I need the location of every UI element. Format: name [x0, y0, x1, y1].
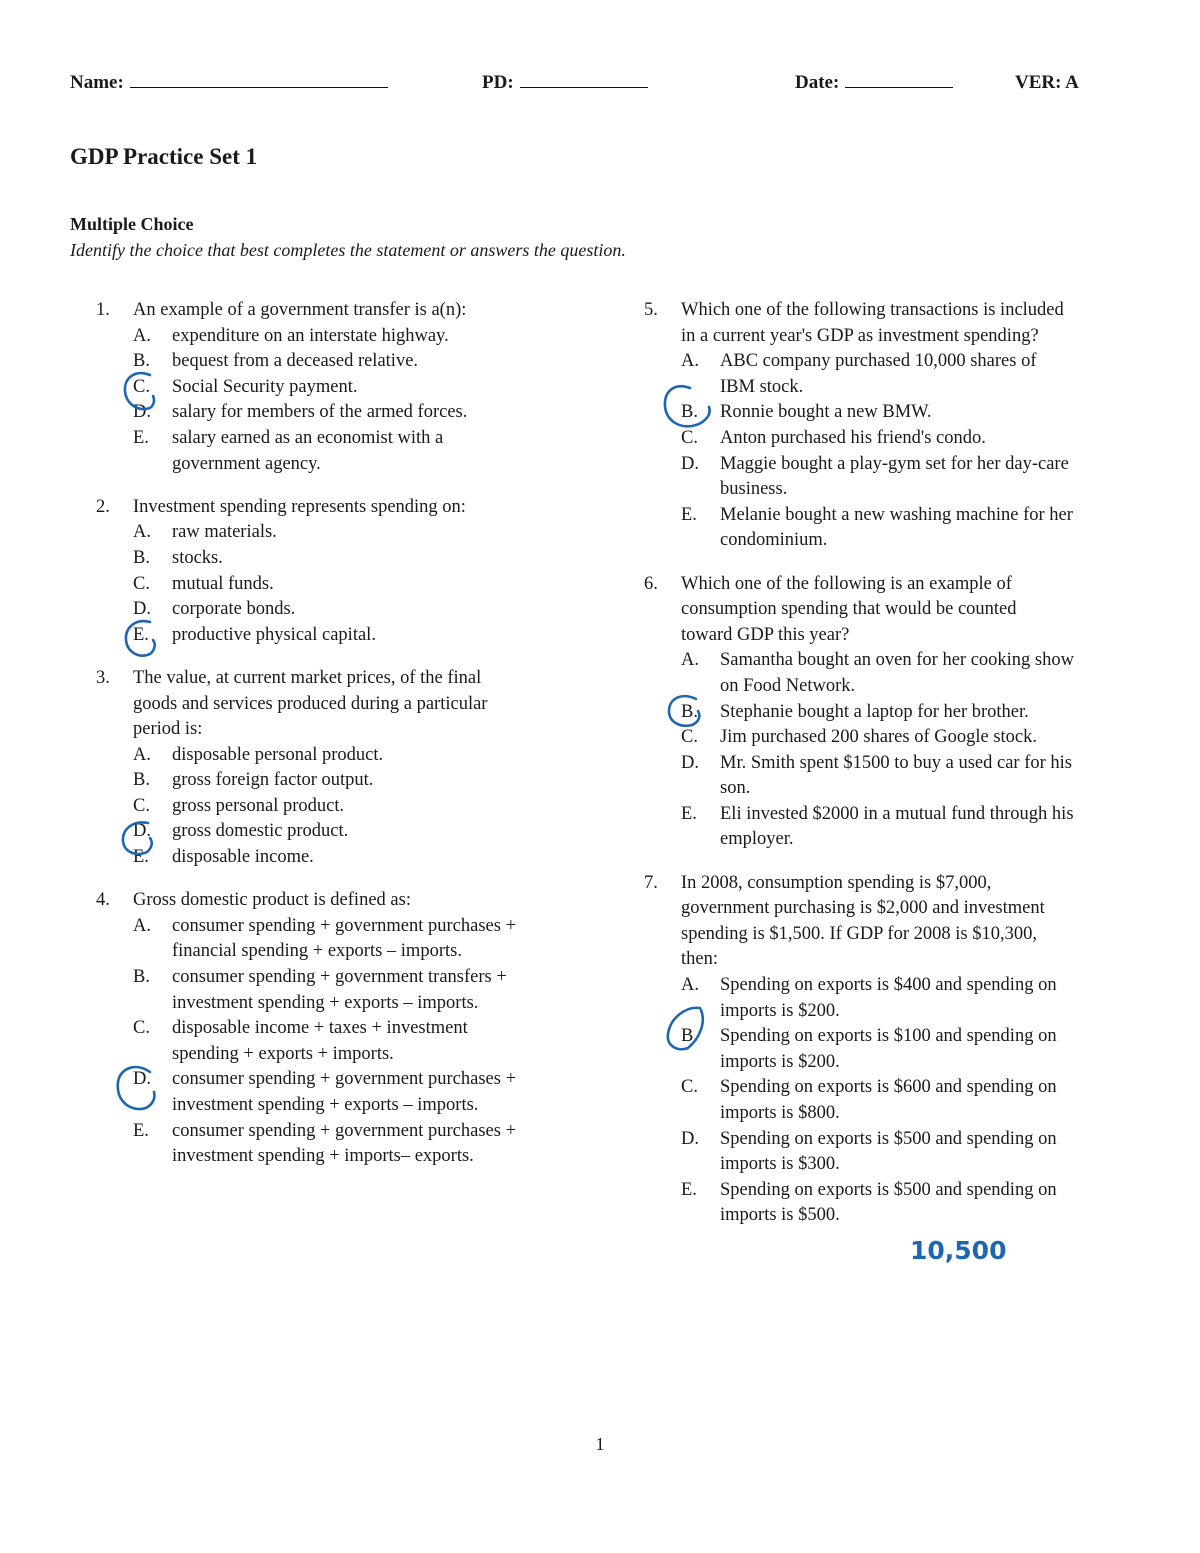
answer-option-line [96, 1016, 596, 1042]
option-letter: D. [133, 821, 151, 842]
option-text: spending + exports + imports. [172, 1043, 394, 1064]
answer-option-line [644, 751, 1164, 777]
question-stem-line [96, 888, 596, 914]
answer-option-line [96, 426, 596, 452]
option-letter: B. [681, 402, 698, 423]
option-letter: C. [681, 427, 698, 448]
answer-option-line [96, 965, 596, 991]
option-text: raw materials. [172, 522, 277, 543]
answer-option-line [96, 845, 596, 871]
option-letter: D. [133, 1069, 151, 1090]
page-number: 1 [595, 1434, 605, 1454]
page-title: GDP Practice Set 1 [70, 144, 258, 169]
section-instructions: Identify the choice that best completes the statement or answers the question. [70, 240, 626, 260]
answer-option-line [96, 768, 596, 794]
answer-option-line [644, 1178, 1164, 1204]
answer-option-line [644, 725, 1164, 751]
question-stem-line [96, 495, 596, 521]
option-text: Social Security payment. [172, 376, 358, 397]
question-text: Which one of the following is an example of [681, 573, 1012, 594]
answer-option-line [644, 528, 1164, 554]
option-text: consumer spending + government transfers + [172, 967, 507, 988]
option-text: corporate bonds. [172, 599, 296, 620]
option-text: IBM stock. [720, 376, 804, 397]
section-title: Multiple Choice [70, 214, 194, 234]
answer-option-line [644, 1127, 1164, 1153]
name-field [70, 72, 388, 94]
option-letter: E. [681, 504, 697, 525]
question-text: toward GDP this year? [681, 624, 850, 645]
option-text: Samantha bought an oven for her cooking show [720, 650, 1074, 671]
option-text: imports is $800. [720, 1103, 840, 1123]
answer-option-line [96, 520, 596, 546]
answer-option-line [96, 1042, 596, 1068]
option-letter: B. [133, 547, 150, 568]
question-stem-line [644, 871, 1164, 897]
question-text: In 2008, consumption spending is $7,000, [681, 872, 992, 893]
answer-option-line [644, 375, 1164, 401]
option-text: disposable income + taxes + investment [172, 1018, 468, 1039]
option-text: son. [720, 778, 751, 799]
option-text: consumer spending + government purchases + [172, 1069, 517, 1090]
option-text: gross personal product. [172, 795, 345, 816]
question-number: 7. [644, 872, 658, 893]
answer-option-line [96, 375, 596, 401]
answer-option-line [644, 700, 1164, 726]
option-letter: E. [133, 427, 149, 448]
option-text: condominium. [720, 530, 828, 551]
answer-option-line [96, 939, 596, 965]
answer-option-line [96, 819, 596, 845]
option-letter: D. [681, 1128, 699, 1149]
question-stem-line [96, 666, 596, 692]
answer-option-line [96, 400, 596, 426]
option-text: Jim purchased 200 shares of Google stock. [720, 727, 1038, 748]
option-text: imports is $300. [720, 1154, 840, 1175]
option-text: consumer spending + government purchases + [172, 1120, 517, 1141]
question-stem-line [644, 298, 1164, 324]
question-stem-line [96, 717, 596, 743]
option-letter: D. [133, 402, 151, 423]
question-stem-line [96, 298, 596, 324]
answer-option-line [96, 572, 596, 598]
option-text: Eli invested $2000 in a mutual fund through his [720, 803, 1074, 824]
option-text: mutual funds. [172, 573, 274, 594]
option-text: on Food Network. [720, 675, 856, 696]
option-text: Spending on exports is $500 and spending on [720, 1128, 1057, 1149]
question-text: period is: [133, 719, 203, 740]
answer-option-line [644, 1075, 1164, 1101]
option-text: bequest from a deceased relative. [172, 351, 419, 372]
answer-option-line [644, 1203, 1164, 1229]
question-text: government purchasing is $2,000 and investment [681, 898, 1045, 919]
version-label: VER: A [1015, 72, 1079, 93]
question-text: in a current year's GDP as investment spending? [681, 325, 1039, 346]
answer-option-line [644, 1152, 1164, 1178]
option-text: disposable income. [172, 847, 314, 868]
question-stem-line [644, 324, 1164, 350]
option-letter: E. [133, 624, 149, 645]
question-stem-line [644, 922, 1164, 948]
answer-option-line [96, 452, 596, 478]
option-letter: A. [681, 975, 699, 996]
date-field [795, 72, 953, 94]
answer-option-line [96, 914, 596, 940]
question-1 [96, 298, 596, 477]
answer-option-line [96, 623, 596, 649]
option-letter: B. [133, 770, 150, 791]
question-stem-line [644, 947, 1164, 973]
question-stem-line [644, 623, 1164, 649]
question-stem-line [644, 896, 1164, 922]
answer-option-line [644, 426, 1164, 452]
pd-label: PD: [482, 72, 514, 93]
option-letter: E. [133, 847, 149, 868]
option-letter: D. [681, 752, 699, 773]
question-text: goods and services produced during a particular [133, 693, 488, 714]
option-text: salary earned as an economist with a [172, 427, 444, 448]
option-letter: A. [133, 325, 151, 346]
date-blank [845, 73, 953, 88]
option-letter: B. [681, 701, 698, 722]
option-letter: C. [133, 573, 150, 594]
answer-option-line [644, 1101, 1164, 1127]
answer-option-line [96, 546, 596, 572]
question-text: Gross domestic product is defined as: [133, 890, 411, 911]
option-text: Spending on exports is $400 and spending on [720, 975, 1057, 996]
option-text: productive physical capital. [172, 624, 376, 645]
answer-option-line [644, 1050, 1164, 1076]
option-letter: C. [681, 727, 698, 748]
option-text: imports is $200. [720, 1051, 840, 1072]
option-text: Ronnie bought a new BMW. [720, 402, 932, 423]
option-letter: E. [681, 1179, 697, 1200]
option-text: Spending on exports is $600 and spending on [720, 1077, 1057, 1098]
answer-option-line [96, 1093, 596, 1119]
question-3 [96, 666, 596, 871]
pd-blank [520, 73, 648, 88]
pd-field [482, 72, 648, 94]
answer-option-line [644, 452, 1164, 478]
question-number: 2. [96, 496, 110, 517]
answer-option-line [644, 400, 1164, 426]
question-7 [644, 871, 1164, 1229]
answer-option-line [644, 827, 1164, 853]
option-text: stocks. [172, 547, 223, 568]
question-text: The value, at current market prices, of the final [133, 667, 482, 688]
question-text: An example of a government transfer is a(n): [133, 300, 467, 320]
option-letter: C. [133, 1018, 150, 1039]
answer-option-line [644, 503, 1164, 529]
answer-option-line [644, 1024, 1164, 1050]
answer-option-line [96, 1119, 596, 1145]
answer-option-line [644, 776, 1164, 802]
question-text: consumption spending that would be counted [681, 599, 1017, 620]
option-letter: A. [133, 744, 151, 765]
option-letter: D. [681, 453, 699, 474]
option-letter: A. [133, 522, 151, 543]
header [70, 72, 1130, 102]
question-stem-line [644, 572, 1164, 598]
option-text: employer. [720, 829, 794, 850]
question-number: 1. [96, 300, 110, 320]
option-letter: E. [133, 1120, 149, 1141]
answer-option-line [644, 999, 1164, 1025]
answer-option-line [96, 349, 596, 375]
question-5 [644, 298, 1164, 554]
option-letter: B. [133, 351, 150, 372]
answer-option-line [96, 1144, 596, 1170]
answer-option-line [644, 802, 1164, 828]
option-text: imports is $200. [720, 1000, 840, 1021]
answer-option-line [96, 743, 596, 769]
question-number: 5. [644, 300, 658, 320]
question-number: 3. [96, 667, 110, 688]
option-text: Stephanie bought a laptop for her brother. [720, 701, 1029, 722]
option-text: financial spending + exports – imports. [172, 941, 462, 962]
handwritten-note: 10,500 [910, 1236, 1007, 1265]
answer-option-line [96, 324, 596, 350]
option-text: investment spending + exports – imports. [172, 992, 479, 1013]
option-text: imports is $500. [720, 1205, 840, 1226]
question-text: Which one of the following transactions is included [681, 300, 1064, 320]
answer-option-line [644, 477, 1164, 503]
answer-option-line [644, 973, 1164, 999]
option-letter: A. [681, 650, 699, 671]
option-letter: D. [133, 599, 151, 620]
right-column [644, 298, 1164, 1247]
option-letter: B. [133, 967, 150, 988]
option-text: salary for members of the armed forces. [172, 402, 468, 423]
option-text: investment spending + exports – imports. [172, 1095, 479, 1115]
option-text: gross foreign factor output. [172, 770, 374, 791]
option-text: consumer spending + government purchases + [172, 915, 517, 936]
answer-option-line [644, 648, 1164, 674]
option-letter: C. [681, 1077, 698, 1098]
question-stem-line [644, 597, 1164, 623]
question-6 [644, 572, 1164, 854]
question-number: 6. [644, 573, 658, 594]
question-4 [96, 888, 596, 1170]
option-text: Anton purchased his friend's condo. [720, 427, 986, 448]
answer-option-line [96, 794, 596, 820]
answer-option-line [96, 597, 596, 623]
answer-option-line [96, 991, 596, 1017]
option-letter: C. [133, 795, 150, 816]
option-letter: A. [133, 915, 151, 936]
name-blank [130, 73, 388, 88]
answer-option-line [644, 349, 1164, 375]
question-2 [96, 495, 596, 649]
question-text: Investment spending represents spending on: [133, 496, 466, 517]
option-text: Melanie bought a new washing machine for her [720, 504, 1073, 525]
option-text: disposable personal product. [172, 744, 384, 765]
answer-option-line [644, 674, 1164, 700]
option-letter: A. [681, 351, 699, 372]
question-stem-line [96, 692, 596, 718]
option-text: business. [720, 479, 788, 500]
answer-option-line [96, 1067, 596, 1093]
option-text: ABC company purchased 10,000 shares of [720, 351, 1037, 372]
left-column [96, 298, 596, 1187]
option-letter: B. [681, 1026, 698, 1047]
date-label: Date: [795, 72, 840, 93]
option-text: Maggie bought a play-gym set for her day-care [720, 453, 1069, 474]
option-letter: E. [681, 803, 697, 824]
option-text: Spending on exports is $500 and spending on [720, 1179, 1057, 1200]
question-number: 4. [96, 890, 110, 911]
option-text: government agency. [172, 453, 321, 474]
option-letter: C. [133, 376, 150, 397]
question-text: then: [681, 949, 718, 970]
option-text: expenditure on an interstate highway. [172, 325, 449, 346]
question-text: spending is $1,500. If GDP for 2008 is $10,300, [681, 923, 1037, 944]
name-label: Name: [70, 72, 124, 93]
option-text: Mr. Smith spent $1500 to buy a used car for his [720, 752, 1072, 773]
option-text: Spending on exports is $100 and spending on [720, 1026, 1057, 1047]
option-text: investment spending + imports– exports. [172, 1146, 474, 1167]
option-text: gross domestic product. [172, 821, 349, 842]
